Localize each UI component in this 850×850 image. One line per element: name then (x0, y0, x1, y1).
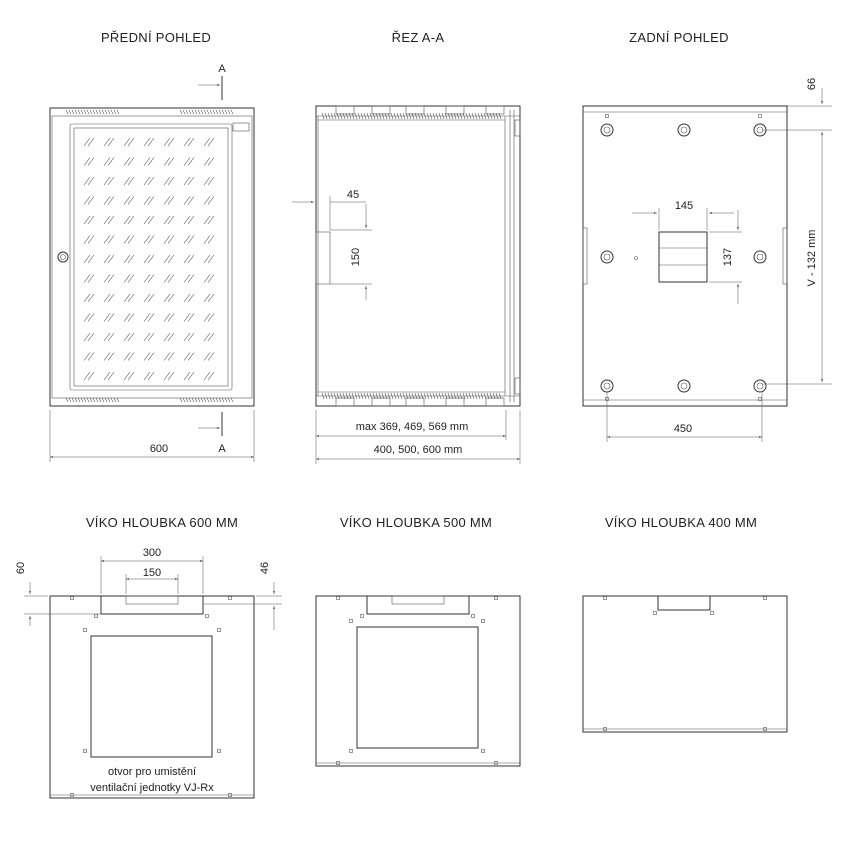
front-width-dim: 600 (149, 443, 169, 455)
back-dim-137: 137 (722, 247, 734, 267)
title-front-view: PŘEDNÍ POHLED (100, 30, 212, 45)
lid600-note-line2: ventilační jednotky VJ-Rx (90, 782, 214, 794)
lid-500-view (316, 596, 520, 766)
back-view (583, 78, 832, 442)
bolt-icon (678, 380, 690, 392)
bolt-icon (601, 124, 613, 136)
section-view (292, 106, 520, 464)
title-section-view: ŘEZ A-A (391, 30, 445, 45)
title-back-view: ZADNÍ POHLED (629, 30, 729, 45)
bolt-icon (754, 251, 766, 263)
lid600-note-line1: otvor pro umistění (107, 766, 197, 778)
section-mark-top: A (218, 63, 226, 75)
back-height-dim: V - 132 mm (806, 229, 818, 287)
bolt-icon (754, 380, 766, 392)
title-lid-500: VÍKO HLOUBKA 500 MM (339, 515, 493, 530)
back-dim-450: 450 (673, 423, 693, 435)
bolt-icon (678, 124, 690, 136)
section-depths: 400, 500, 600 mm (373, 444, 463, 456)
title-lid-400: VÍKO HLOUBKA 400 MM (604, 515, 758, 530)
back-dim-145: 145 (674, 200, 694, 212)
bolt-icon (601, 251, 613, 263)
lid600-dim-60: 60 (15, 561, 27, 575)
lid-600-view (15, 547, 282, 798)
front-view (50, 63, 254, 462)
door-lock-icon (58, 252, 68, 262)
bolt-icon (601, 380, 613, 392)
lid600-dim-46: 46 (259, 561, 271, 575)
back-dim-66: 66 (806, 77, 818, 91)
lid600-dim-150: 150 (142, 567, 162, 579)
section-dim-150: 150 (350, 247, 362, 267)
section-mark-bottom: A (218, 443, 226, 455)
section-max-depth: max 369, 469, 569 mm (355, 421, 469, 433)
title-lid-600: VÍKO HLOUBKA 600 MM (85, 515, 239, 530)
lid-400-view (583, 596, 787, 732)
section-dim-45: 45 (346, 189, 360, 201)
lid600-dim-300: 300 (142, 547, 162, 559)
